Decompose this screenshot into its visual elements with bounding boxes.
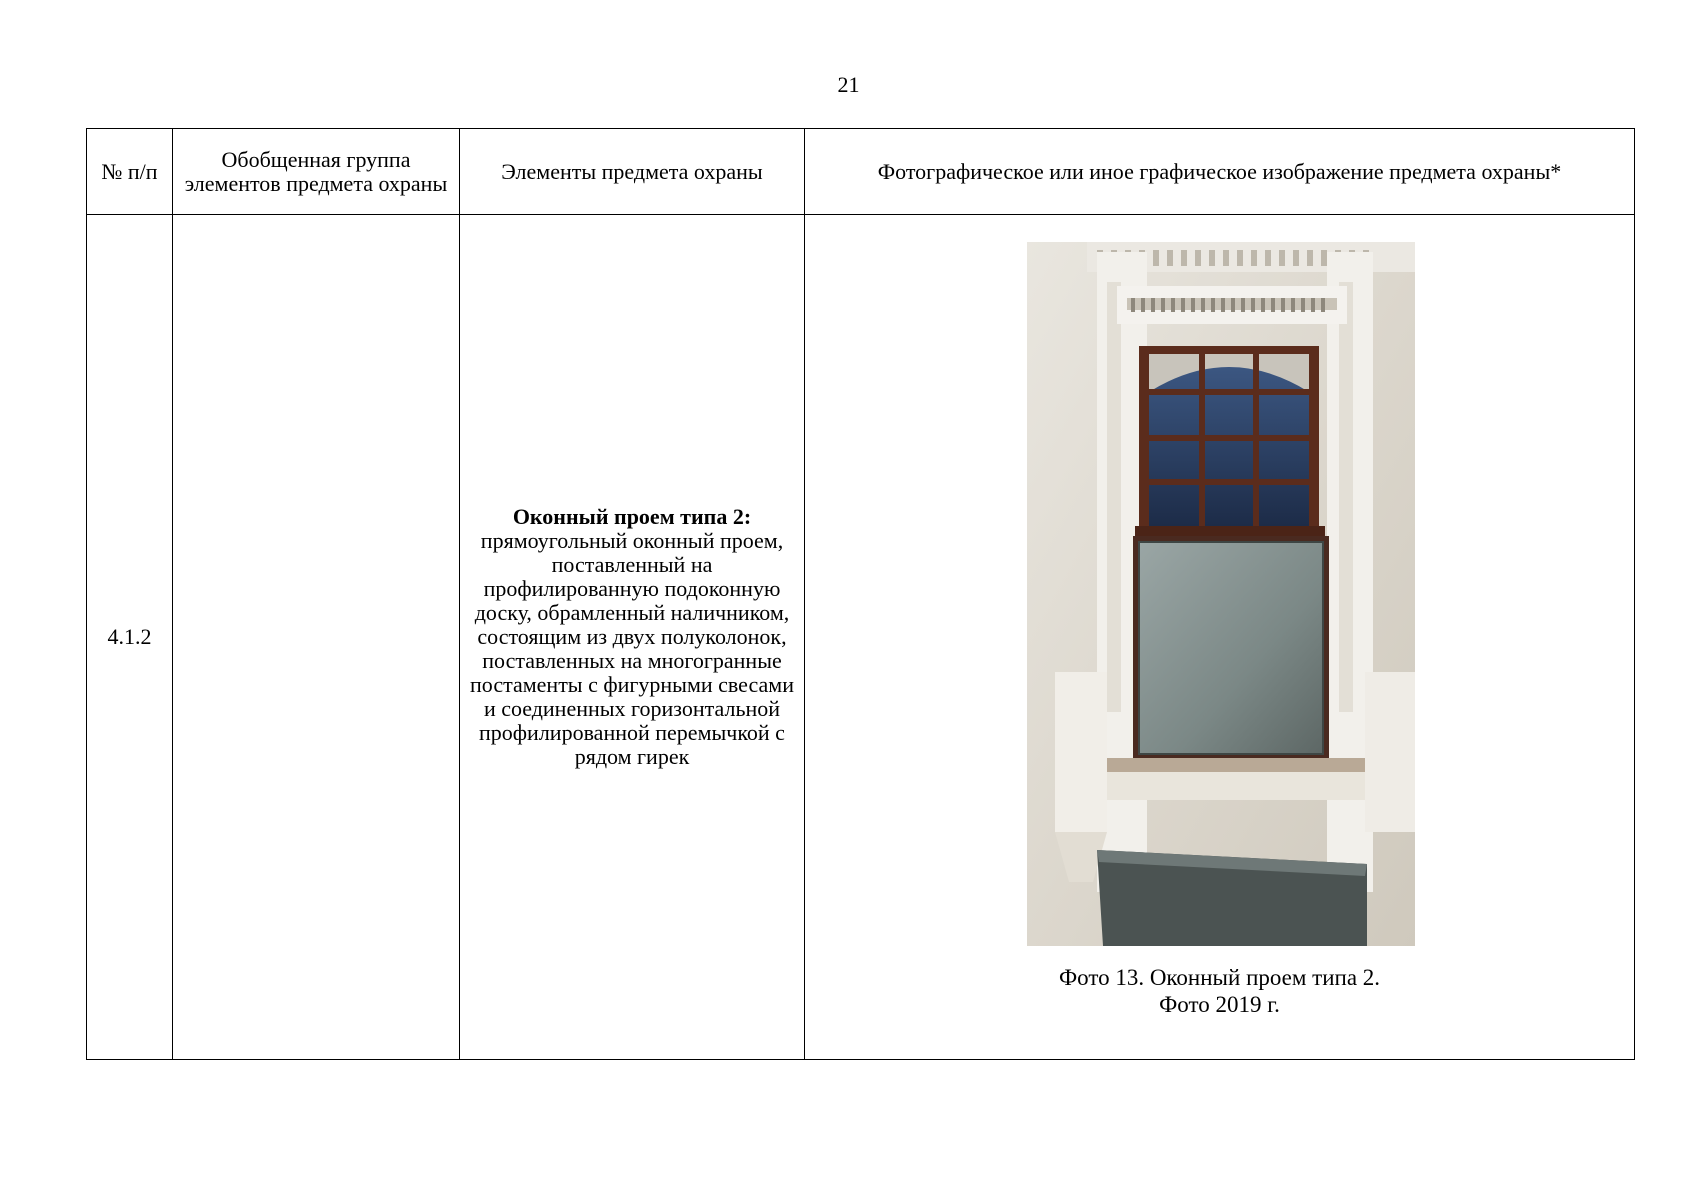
header-group: Обобщенная группа элементов предмета охраны <box>173 129 460 215</box>
header-num: № п/п <box>87 129 173 215</box>
row-num: 4.1.2 <box>87 215 173 1060</box>
row-elements <box>460 215 805 1060</box>
page-number: 21 <box>837 72 860 97</box>
photo-caption-line-2: Фото 2019 г. <box>1159 992 1280 1017</box>
table-header-row <box>87 129 1635 215</box>
header-elements: Элементы предмета охраны <box>460 129 805 215</box>
window-photo <box>1027 242 1415 946</box>
row-photo <box>805 215 1635 1060</box>
protection-table <box>86 128 1635 1060</box>
photo-caption-line-1: Фото 13. Оконный проем типа 2. <box>1058 965 1381 990</box>
photo-caption <box>805 964 1634 1018</box>
element-title: Оконный проем типа 2: <box>512 504 752 529</box>
window-photo-image <box>1027 242 1415 946</box>
element-description: прямоугольный оконный проем, поставленный на профилированную подоконную доску, обрамленный наличником, состоящим из двух полуколонок, поставленных на многогранные постаменты с фигурными свесами и соединенных горизонтальной профилированной перемычкой с рядом гирек <box>470 528 794 769</box>
header-photo: Фотографическое или иное графическое изображение предмета охраны* <box>805 129 1635 215</box>
table-row <box>87 215 1635 1060</box>
row-group <box>173 215 460 1060</box>
